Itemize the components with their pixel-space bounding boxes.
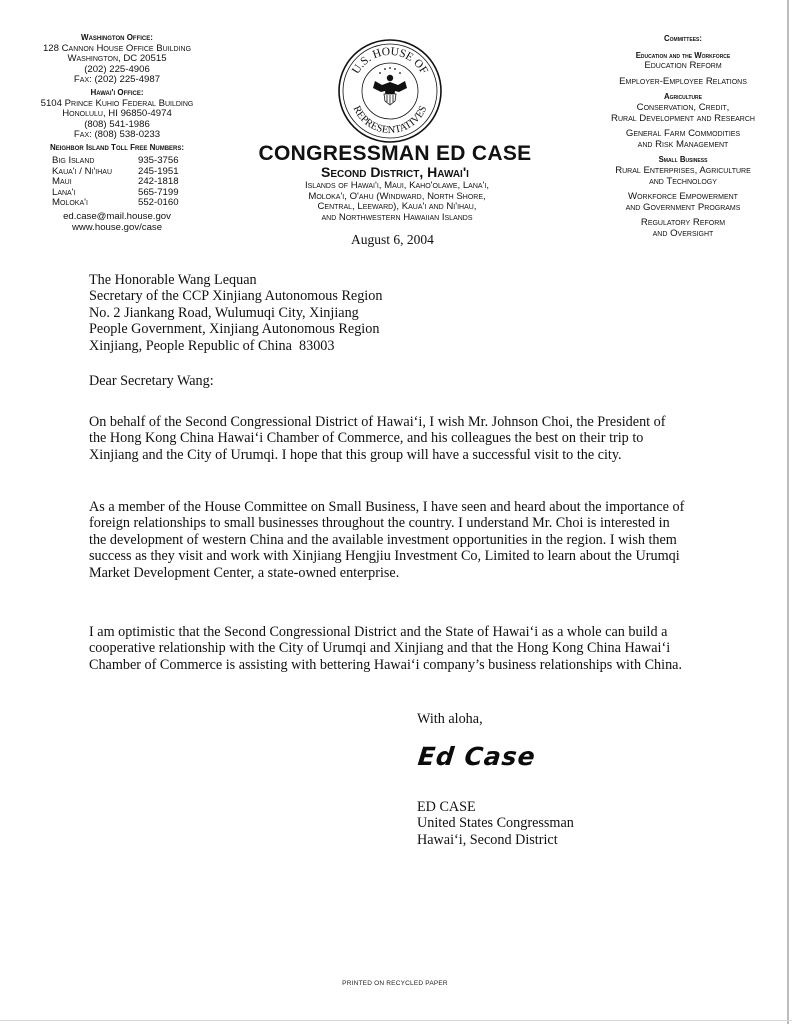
- island-name: Lana'i: [52, 186, 76, 198]
- committee-item: Regulatory Reform: [640, 217, 726, 229]
- washington-office-line: (202) 225-4906: [84, 63, 150, 75]
- phone-number: 565-7199: [138, 186, 179, 198]
- hawaii-office-line: Fax: (808) 538-0233: [73, 129, 161, 141]
- island-name: Big Island: [52, 155, 95, 166]
- signature-text: Ed Case: [416, 742, 538, 771]
- washington-office-line: Washington, DC 20515: [67, 53, 167, 65]
- committee-item: Education Reform: [644, 60, 722, 72]
- committee-item: and Oversight: [652, 227, 714, 239]
- signer-line: ED CASE: [417, 799, 476, 815]
- seal-bottom-text: REPRESENTATIVES: [350, 104, 430, 137]
- page-edge: [787, 0, 789, 1024]
- phone-row: [52, 167, 202, 178]
- phone-row: [52, 198, 202, 209]
- committee-item: Conservation, Credit,: [636, 101, 730, 113]
- email-link[interactable]: ed.case@mail.house.gov: [63, 211, 171, 222]
- salutation: Dear Secretary Wang:: [89, 373, 214, 389]
- committee-item: Rural Enterprises, Agriculture: [615, 164, 751, 176]
- toll-free-numbers: [52, 156, 202, 209]
- washington-office-line: 128 Cannon House Office Building: [42, 42, 192, 54]
- island-name: Kaua'i / Ni'ihau: [52, 165, 112, 177]
- hawaii-office-line: Honolulu, HI 96850-4974: [62, 108, 172, 120]
- island-name: Maui: [52, 176, 72, 188]
- page-edge: [0, 1020, 792, 1021]
- letter-date: August 6, 2004: [351, 232, 434, 247]
- seal-top-text: U.S. HOUSE OF: [350, 45, 430, 77]
- committees-list: [604, 34, 762, 240]
- address-line: The Honorable Wang Lequan: [89, 272, 257, 288]
- island-name: Moloka'i: [52, 197, 88, 209]
- washington-office-heading: Washington Office:: [81, 33, 153, 42]
- recycled-paper-note: PRINTED ON RECYCLED PAPER: [342, 980, 448, 987]
- committee-item: and Government Programs: [625, 201, 741, 213]
- committee-item: Workforce Empowerment: [628, 191, 738, 203]
- committee-item: Rural Development and Research: [611, 112, 755, 124]
- phone-number: 242-1818: [138, 176, 179, 188]
- committee-title: Education and the Workforce: [635, 50, 731, 60]
- phone-row: [52, 156, 202, 167]
- address-line: Xinjiang, People Republic of China 83003: [89, 337, 335, 354]
- committees-heading: Committees:: [664, 34, 702, 43]
- islands-line: Central, Leeward), Kaua'i and Ni'ihau,: [317, 201, 477, 213]
- hawaii-office-line: 5104 Prince Kuhio Federal Building: [40, 97, 194, 109]
- islands-line: and Northwestern Hawaiian Islands: [321, 211, 473, 223]
- hawaii-office-line: (808) 541-1986: [84, 118, 150, 130]
- eagle-icon: [373, 67, 407, 105]
- hawaii-office-heading: Hawai'i Office:: [90, 87, 144, 97]
- body-paragraph: I am optimistic that the Second Congressional District and the State of Hawai‘i as a whole can build a cooperative relationship with the City of Urumqi and Xinjiang and that the Hong Kong China Hawai‘i Chamber of Commerce is assisting with bettering Hawai‘i company’s business relationships with China.: [89, 624, 683, 673]
- washington-office-line: Fax: (202) 225-4987: [73, 74, 161, 86]
- committee-title: Small Business: [658, 155, 708, 165]
- committee-item: Employer-Employee Relations: [619, 75, 747, 87]
- neighbor-island-heading: Neighbor Island Toll Free Numbers:: [49, 142, 185, 152]
- phone-number: 245-1951: [138, 165, 179, 177]
- address-line: Secretary of the CCP Xinjiang Autonomous Region: [89, 288, 383, 305]
- signer-line: United States Congressman: [417, 815, 574, 832]
- signer-line: Hawai‘i, Second District: [417, 831, 558, 848]
- recipient-address: [89, 272, 689, 354]
- signer-block: [417, 799, 574, 848]
- committee-item: and Risk Management: [637, 138, 729, 150]
- phone-number: 552-0160: [138, 197, 179, 209]
- body-paragraph: On behalf of the Second Congressional District of Hawai‘i, I wish Mr. Johnson Choi, the President of the Hong Kong China Hawai‘i Chamber of Commerce, and his colleagues the best on their trip to Xinjiang and the City of Urumqi. I hope that this group will have a successful visit to the city.: [89, 414, 666, 463]
- contact-info: [22, 211, 212, 233]
- committee-item: General Farm Commodities: [625, 128, 741, 140]
- body-paragraph: As a member of the House Committee on Small Business, I have seen and heard about the importance of foreign relationships to small businesses throughout the country. I understand Mr. Choi is interested in the development of western China and the available investment opportunities in the region. I wish them success as they visit and work with Xinjiang Hengjiu Investment Co, Limited to learn about the Urumqi Market Development Center, a state-owned enterprise.: [89, 499, 685, 581]
- islands-list: [262, 181, 532, 223]
- committee-item: and Technology: [649, 175, 717, 187]
- office-addresses: [22, 33, 212, 154]
- district-title: Second District, Hawai'i: [321, 164, 469, 180]
- islands-line: Islands of Hawai'i, Maui, Kaho'olawe, Lana'i,: [304, 180, 490, 191]
- islands-line: Moloka'i, O'ahu (Windward, North Shore,: [308, 190, 486, 202]
- address-line: People Government, Xinjiang Autonomous Region: [89, 321, 380, 338]
- committee-title: Agriculture: [663, 92, 703, 102]
- website-link[interactable]: www.house.gov/case: [71, 222, 163, 233]
- closing: With aloha,: [417, 711, 483, 727]
- address-line: No. 2 Jiankang Road, Wulumuqi City, Xinjiang: [89, 304, 359, 321]
- signature: [418, 742, 558, 788]
- congressman-name: CONGRESSMAN ED CASE: [258, 142, 532, 165]
- phone-number: 935-3756: [138, 155, 179, 166]
- house-seal: [337, 38, 443, 144]
